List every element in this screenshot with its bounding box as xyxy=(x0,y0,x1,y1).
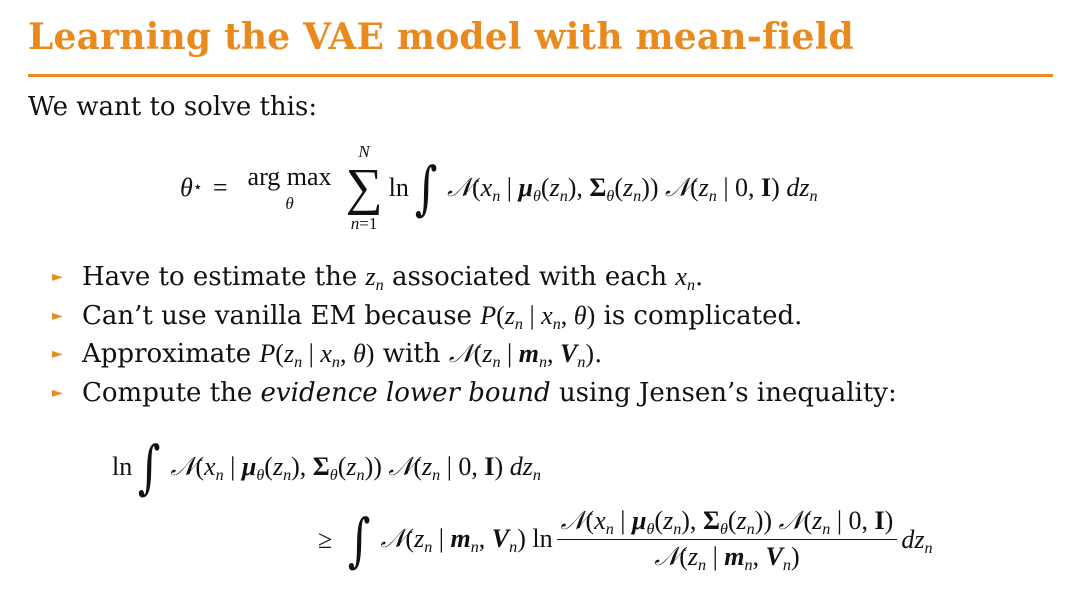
bullet-triangle-icon: ► xyxy=(52,269,63,286)
list-item: ► Can’t use vanilla EM because $P(z_n$ | $x_n$, θ) is complicated. xyxy=(52,300,803,333)
intro-text: We want to solve this: xyxy=(28,92,318,122)
title-underline xyxy=(28,74,1053,77)
objective-equation: θ ⋆ = arg max θ N ∑ n=1 ln ∫ $𝒩(x_n$ | $\mu_\theta(z_n)$, $\Sigma_\theta(z_n)$) $𝒩(z_n$ | 0, I) $dz_n$ xyxy=(180,142,818,233)
bullet-triangle-icon: ► xyxy=(52,307,63,324)
list-item: ► Approximate $P(z_n$ | $x_n$, θ) with $𝒩(z_n$ | $m_n$, $V_n$) . xyxy=(52,338,603,372)
list-item: ► Have to estimate the $z_n$ associated with each $x_n$ . xyxy=(52,262,704,295)
bullet-triangle-icon: ► xyxy=(52,346,63,363)
sum-operator: N ∑ n=1 xyxy=(345,142,383,233)
elbo-fraction: $\frac{𝒩(x_n | \mu_\theta(z_n), \Sigma_\theta(z_n)) 𝒩(z_n | 0, I)}{𝒩(z_n | m_n, V_n)}$ xyxy=(557,506,898,573)
list-item: ► Compute the evidence lower bound using Jensen’s inequality: xyxy=(52,377,897,408)
elbo-equation-line-2: ≥ ∫ $𝒩(z_n$ | $m_n$, $V_n$) ln $\frac{𝒩(x_n | \mu_\theta(z_n), \Sigma_\theta(z_n)) 𝒩(z_n | 0, I)}{𝒩(z_n | m_n, V_n)}$ $dz_n$ xyxy=(318,505,933,575)
bullet-list xyxy=(52,258,897,412)
integral-symbol: ∫ xyxy=(348,505,371,574)
integral-symbol: ∫ xyxy=(138,433,161,501)
elbo-equation-line-1: ln ∫ $𝒩(x_n$ | $\mu_\theta(z_n)$, $\Sigma_\theta(z_n)$) $𝒩(z_n$ | 0, I) $dz_n$ xyxy=(112,433,541,501)
argmax-operator: arg max θ xyxy=(247,162,332,213)
slide-title: Learning the VAE model with mean-field xyxy=(28,16,854,58)
bullet-triangle-icon: ► xyxy=(52,384,63,401)
integral-symbol: ∫ xyxy=(414,154,438,222)
